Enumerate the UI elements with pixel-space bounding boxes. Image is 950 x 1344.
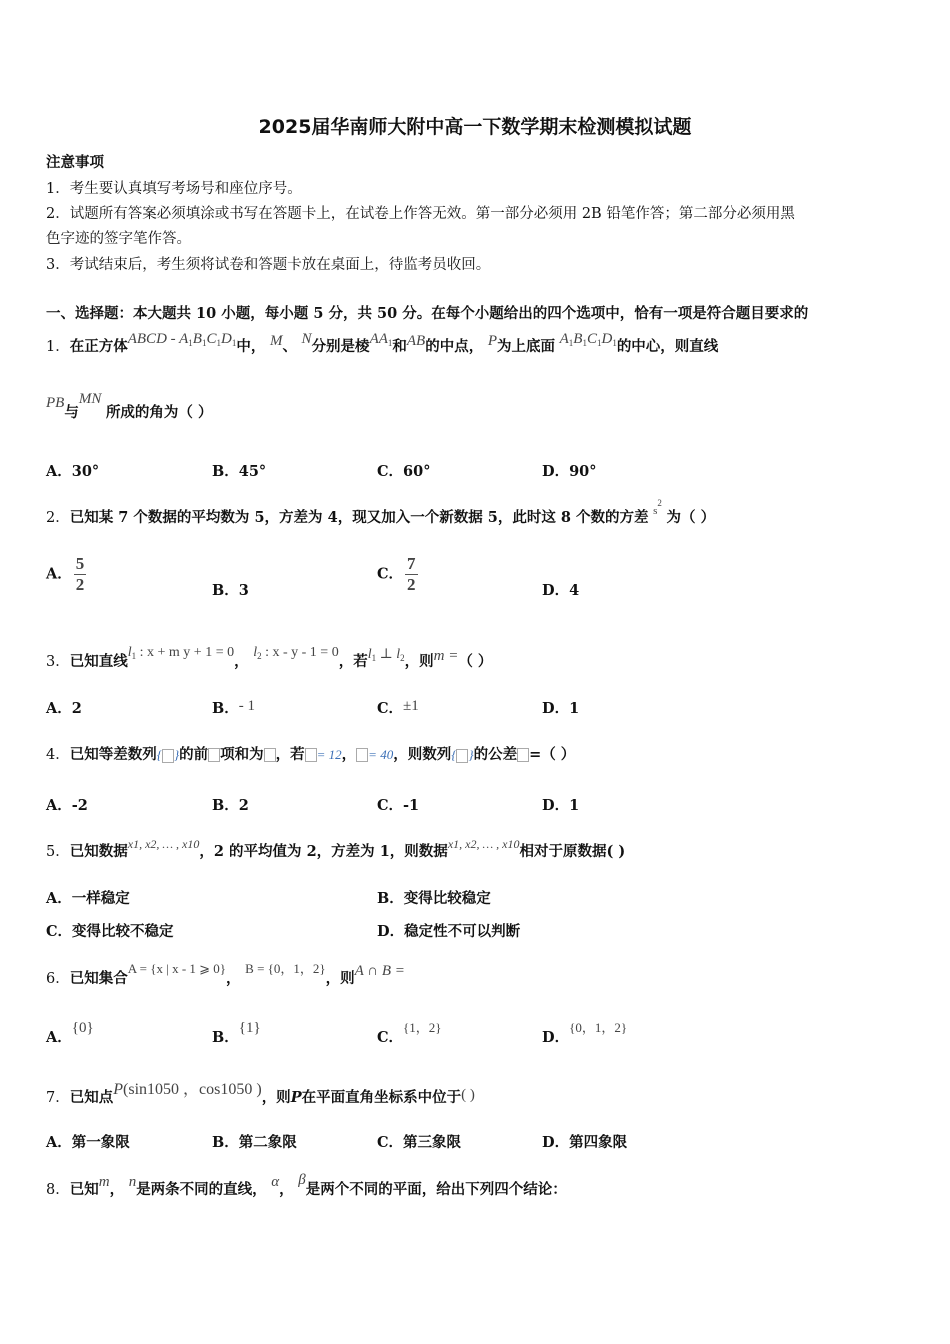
option-label: A． xyxy=(46,565,72,583)
question-number: 3． xyxy=(46,654,70,670)
option-b[interactable]: B．3 xyxy=(212,582,249,599)
set-a: A = {x | x - 1 ⩾ 0} xyxy=(127,961,227,976)
notice-item: 1．考生要认真填写考场号和座位序号。 xyxy=(46,181,302,197)
option-d[interactable]: D．1 xyxy=(542,797,580,814)
placeholder-icon xyxy=(264,748,276,762)
q4-text: ，若 xyxy=(275,746,305,763)
q1-text: 为上底面 xyxy=(497,338,555,355)
option-d[interactable] xyxy=(542,1020,628,1047)
line-n: n xyxy=(128,1174,137,1190)
q5-seq2 xyxy=(448,837,520,851)
x: x xyxy=(447,837,454,851)
option-value: {0，1，2} xyxy=(569,1020,628,1035)
q1-m: M xyxy=(269,333,283,349)
point-p: P xyxy=(113,1081,124,1098)
option-value: ±1 xyxy=(403,698,419,714)
question-number: 1． xyxy=(46,339,70,355)
option-b[interactable] xyxy=(212,697,255,718)
question-number: 5． xyxy=(46,844,70,860)
denominator: 2 xyxy=(407,575,416,594)
option-c[interactable]: C．变得比较不稳定 xyxy=(46,923,174,940)
q3-perp: $l_1$ ⊥ $l_2$ xyxy=(367,647,405,663)
q1-pb: PB xyxy=(46,395,65,411)
q1-mn: MN xyxy=(78,391,102,407)
sequence-placeholder: { } xyxy=(156,747,180,762)
plane-beta: β xyxy=(298,1172,306,1188)
sub: 1 xyxy=(596,338,602,348)
q3-text: 已知直线 xyxy=(69,653,128,670)
q4-text: 的前 xyxy=(179,746,209,763)
q3-l2: $l_2$ : x - y - 1 = 0 xyxy=(253,645,339,661)
option-b[interactable]: B．第二象限 xyxy=(212,1134,297,1151)
question-8 xyxy=(46,1172,567,1199)
q1-text: 的中心，则直线 xyxy=(616,338,719,355)
question-4 xyxy=(46,743,575,764)
point-p: P xyxy=(290,1089,302,1106)
q8-text: 是两个不同的平面，给出下列四个结论： xyxy=(305,1181,567,1198)
q4-s5: = 12 xyxy=(316,747,342,762)
option-b[interactable]: B．2 xyxy=(212,797,249,814)
q4-text: 项和为 xyxy=(220,746,264,763)
page-title: 2025届华南师大附中高一下数学期末检测模拟试题 xyxy=(258,116,692,138)
q1-text: 和 xyxy=(392,338,407,355)
l-symbol: l xyxy=(253,645,258,660)
sub: 1 xyxy=(231,338,237,348)
option-d[interactable]: D．1 xyxy=(542,700,580,717)
sub: 1 xyxy=(216,338,221,348)
q4-text: =（ ） xyxy=(529,746,576,763)
q6-text: 已知集合 xyxy=(69,970,128,987)
notice-item: 2．试题所有答案必须填涂或书写在答题卡上，在试卷上作答无效。第一部分必须用 2B 铅笔作答；第二部分必须用黑 xyxy=(46,206,795,222)
option-a[interactable] xyxy=(46,554,86,595)
q7-text: 已知点 xyxy=(69,1089,114,1106)
q4-text: ，则数列 xyxy=(393,746,452,763)
option-value: {0} xyxy=(71,1020,94,1036)
question-number: 8． xyxy=(46,1182,70,1198)
q1-aa xyxy=(370,331,393,347)
placeholder-icon xyxy=(356,748,368,762)
l-symbol: l xyxy=(367,647,372,662)
q1-n: N xyxy=(301,331,312,347)
option-label: B． xyxy=(212,1029,239,1046)
q3-text: ，则 xyxy=(404,653,434,670)
option-c[interactable]: C．第三象限 xyxy=(377,1134,462,1151)
q3-l2-expr: : x - y - 1 = 0 xyxy=(261,645,339,660)
q3-l1: $l_1$ : x + m y + 1 = 0 xyxy=(127,645,235,661)
sub: 1 xyxy=(201,338,207,348)
q4-text: 的公差 xyxy=(473,746,518,763)
placeholder-icon xyxy=(517,748,529,762)
option-label: A． xyxy=(46,1029,72,1046)
notice-item: 色字迹的签字笔作答。 xyxy=(46,231,191,247)
question-number: 6． xyxy=(46,971,70,987)
sub: 1 xyxy=(188,338,193,348)
numerator: 5 xyxy=(75,554,85,573)
q5-text: 相对于原数据( ) xyxy=(519,843,626,860)
option-value: {1} xyxy=(238,1020,261,1036)
option-a[interactable]: A．一样稳定 xyxy=(46,890,130,907)
q3-text: ，若 xyxy=(338,653,368,670)
x: x xyxy=(127,837,134,851)
question-1 xyxy=(46,330,718,368)
option-a[interactable]: A．2 xyxy=(46,700,82,717)
question-2 xyxy=(46,498,716,527)
q5-text: 已知数据 xyxy=(69,843,128,860)
question-5 xyxy=(46,837,626,861)
question-7 xyxy=(46,1081,475,1107)
q1-text: 分别是棱 xyxy=(311,338,370,355)
option-d[interactable]: D．4 xyxy=(542,582,580,599)
q7-text: 在平面直角坐标系中位于 xyxy=(301,1089,462,1106)
q1-top-face: $A_1B_1C_1D_1$ xyxy=(559,331,617,348)
q4-text: ， xyxy=(341,746,357,763)
q4-text: 已知等差数列 xyxy=(69,746,157,763)
intersection: A ∩ B = xyxy=(354,963,405,979)
option-d[interactable]: D．第四象限 xyxy=(542,1134,628,1151)
question-number: 7． xyxy=(46,1090,70,1106)
option-label: C． xyxy=(377,565,404,583)
placeholder-icon xyxy=(208,748,220,762)
plane-alpha: α xyxy=(271,1174,280,1190)
q8-text: 是两条不同的直线， xyxy=(136,1181,267,1198)
option-d[interactable]: D．稳定性不可以判断 xyxy=(377,923,521,940)
option-label: C． xyxy=(377,1029,404,1046)
q1-ab: AB xyxy=(406,333,426,349)
sequence-placeholder: { } xyxy=(451,747,474,762)
q5-seq1 xyxy=(128,837,200,851)
sup: 2 xyxy=(657,498,662,508)
notice-heading: 注意事项 xyxy=(46,154,104,171)
option-value: {1，2} xyxy=(403,1020,442,1035)
option-a[interactable] xyxy=(46,1020,94,1047)
seq: 1, x2, … , x10 xyxy=(133,837,200,851)
answer-blank: ( ) xyxy=(461,1087,475,1103)
q1-text: 、 xyxy=(282,338,297,355)
option-a[interactable]: A．第一象限 xyxy=(46,1134,130,1151)
option-c[interactable] xyxy=(377,1020,442,1047)
q4-s8: = 40 xyxy=(368,747,394,762)
numerator: 7 xyxy=(407,554,416,573)
option-d[interactable]: D．90° xyxy=(542,463,597,480)
option-c[interactable] xyxy=(377,554,418,595)
option-a[interactable]: A．30° xyxy=(46,463,100,480)
q6-text: ， xyxy=(226,970,241,987)
q1-cube-expr xyxy=(128,331,237,347)
q8-text: 已知 xyxy=(69,1181,99,1198)
question-3 xyxy=(46,645,493,671)
option-b[interactable]: B．变得比较稳定 xyxy=(377,890,491,907)
q1-aa-text: AA xyxy=(369,331,388,347)
option-c[interactable] xyxy=(377,697,419,718)
q5-text: ，2 的平均值为 2，方差为 1，则数据 xyxy=(199,843,448,860)
perp: ⊥ xyxy=(376,647,397,662)
q3-text: ， xyxy=(234,653,249,670)
sub: 1 xyxy=(612,338,617,348)
q3-text: （ ） xyxy=(458,653,493,670)
q1-text: 在正方体 xyxy=(69,338,128,355)
option-value: - 1 xyxy=(238,698,256,714)
q1-text: 与 xyxy=(64,404,79,421)
option-b[interactable]: B．45° xyxy=(212,463,267,480)
question-number: 2． xyxy=(46,510,70,526)
q7-text: ，则 xyxy=(261,1089,291,1106)
option-label: C． xyxy=(377,700,404,717)
q1-m1d: D xyxy=(220,331,232,347)
q3-m: m = xyxy=(433,648,459,664)
sub: 1 xyxy=(568,338,574,348)
q2-text: 已知某 7 个数据的平均数为 5，方差为 4，现又加入一个新数据 5，此时这 8 个数的方差 xyxy=(69,509,649,526)
option-a[interactable]: A．-2 xyxy=(46,797,88,814)
question-6 xyxy=(46,961,405,988)
l-symbol: l xyxy=(127,645,132,660)
question-1-cont xyxy=(46,391,213,430)
l-symbol: l xyxy=(396,647,401,662)
q7-expr: (sin1050 ，cos1050 ) xyxy=(123,1081,262,1098)
notice-item: 3．考试结束后，考生须将试卷和答题卡放在桌面上，待监考员收回。 xyxy=(46,257,491,273)
line-m: m xyxy=(98,1174,110,1190)
seq: 1, x2, … , x10 xyxy=(453,837,520,851)
q2-s2 xyxy=(653,498,662,517)
section-heading: 一、选择题：本大题共 10 小题，每小题 5 分，共 50 分。在每个小题给出的四个选项中，恰有一项是符合题目要求的 xyxy=(46,305,809,322)
option-c[interactable]: C．-1 xyxy=(377,797,420,814)
sub: 1 xyxy=(387,338,393,348)
denominator: 2 xyxy=(75,575,85,594)
q2-s: s xyxy=(653,505,658,517)
set-b: B = {0，1，2} xyxy=(245,961,326,976)
q1-m1b: B xyxy=(192,331,202,347)
question-number: 4． xyxy=(46,747,70,763)
q2-text: 为（ ） xyxy=(666,509,716,526)
option-c[interactable]: C．60° xyxy=(377,463,431,480)
q1-text: 的中点， xyxy=(425,338,484,355)
fraction xyxy=(405,554,418,595)
option-b[interactable] xyxy=(212,1020,261,1047)
option-label: B． xyxy=(212,700,239,717)
q6-text: ，则 xyxy=(325,970,355,987)
q1-m1c: C xyxy=(206,331,217,347)
sub: 1 xyxy=(582,338,587,348)
option-label: D． xyxy=(542,1029,570,1046)
q1-text: 中， xyxy=(236,338,266,355)
q8-text: ， xyxy=(279,1181,294,1198)
q1-text: 所成的角为（ ） xyxy=(105,404,213,421)
q3-l1-expr: : x + m y + 1 = 0 xyxy=(136,645,235,660)
fraction xyxy=(74,554,87,595)
q1-p: P xyxy=(487,333,497,349)
placeholder-icon xyxy=(305,748,317,762)
q8-text: ， xyxy=(109,1181,125,1198)
q1-m1: ABCD - A xyxy=(127,331,189,347)
